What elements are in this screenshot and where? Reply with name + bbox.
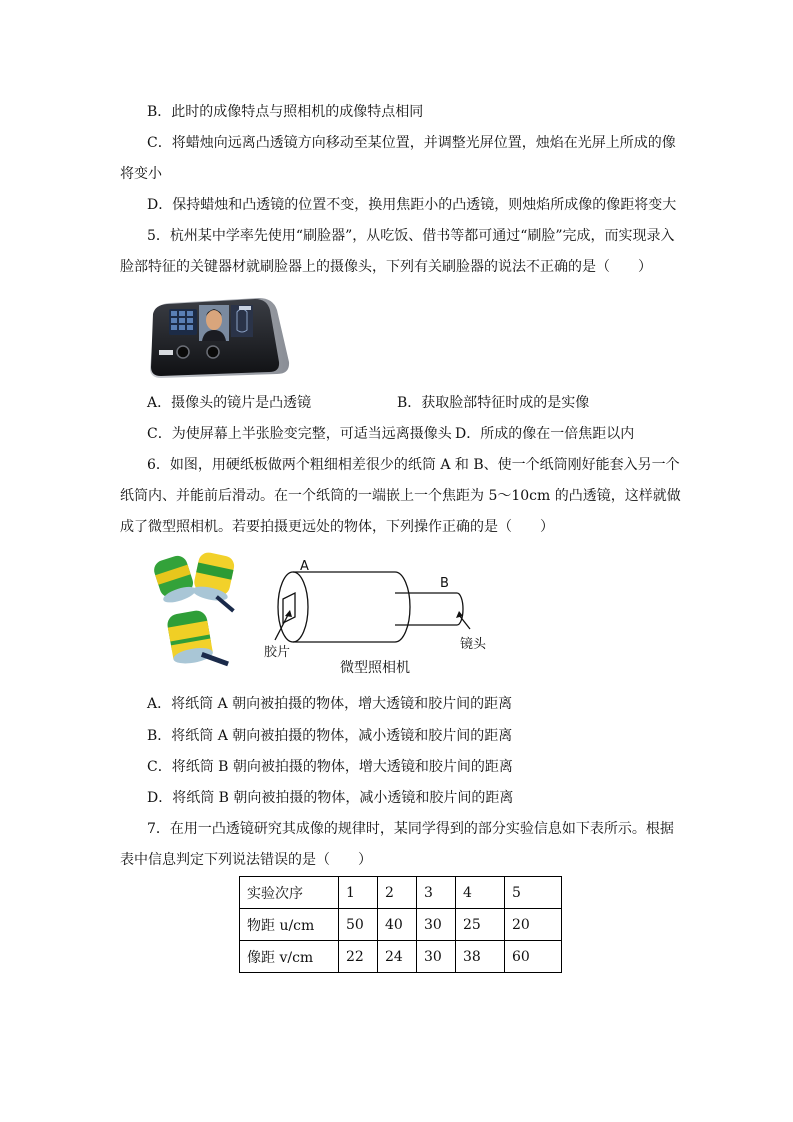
table-cell: 38	[456, 941, 505, 973]
q4-option-b: B．此时的成像特点与照相机的成像特点相同	[147, 104, 424, 120]
table-cell: 2	[378, 877, 417, 909]
q5-option-d: D．所成的像在一倍焦距以内	[455, 426, 635, 442]
table-cell: 像距 v/cm	[240, 941, 339, 973]
table-cell: 30	[417, 909, 456, 941]
figure-label-b: B	[440, 576, 449, 591]
table-cell: 实验次序	[240, 877, 339, 909]
q6-stem-line2: 纸筒内、并能前后滑动。在一个纸筒的一端嵌上一个焦距为 5～10cm 的凸透镜，这样就做	[120, 488, 681, 504]
table-cell: 60	[505, 941, 562, 973]
table-cell: 4	[456, 877, 505, 909]
q5-option-a: A．摄像头的镜片是凸透镜	[147, 395, 312, 411]
q6-stem-line1: 6．如图，用硬纸板做两个粗细相差很少的纸筒 A 和 B、使一个纸筒刚好能套入另一个	[147, 457, 680, 473]
table-cell: 1	[339, 877, 378, 909]
table-cell: 40	[378, 909, 417, 941]
q4-option-c-line1: C．将蜡烛向远离凸透镜方向移动至某位置，并调整光屏位置，烛焰在光屏上所成的像	[147, 135, 676, 151]
q5-stem-line2: 脸部特征的关键器材就刷脸器上的摄像头，下列有关刷脸器的说法不正确的是（ ）	[120, 259, 652, 275]
figure-label-a: A	[300, 559, 309, 574]
q7-stem-line1: 7．在用一凸透镜研究其成像的规律时，某同学得到的部分实验信息如下表所示。根据	[147, 821, 674, 837]
face-scanner-image	[147, 292, 292, 382]
figure-label-film: 胶片	[264, 645, 291, 660]
q5-option-b: B．获取脸部特征时成的是实像	[397, 395, 590, 411]
table-cell: 24	[378, 941, 417, 973]
table-cell: 50	[339, 909, 378, 941]
table-cell: 25	[456, 909, 505, 941]
table-cell: 5	[505, 877, 562, 909]
table-row	[240, 941, 562, 973]
q6-option-d: D．将纸筒 B 朝向被拍摄的物体，减小透镜和胶片间的距离	[147, 790, 514, 806]
table-row	[240, 909, 562, 941]
figure-label-lens: 镜头	[460, 637, 487, 652]
q6-option-a: A．将纸筒 A 朝向被拍摄的物体，增大透镜和胶片间的距离	[147, 696, 513, 712]
experiment-data-table	[239, 876, 562, 973]
table-cell: 物距 u/cm	[240, 909, 339, 941]
q7-stem-line2: 表中信息判定下列说法错误的是（ ）	[120, 852, 372, 868]
table-cell: 30	[417, 941, 456, 973]
q4-option-d: D．保持蜡烛和凸透镜的位置不变，换用焦距小的凸透镜，则烛焰所成像的像距将变大	[147, 197, 677, 213]
q6-stem-line3: 成了微型照相机。若要拍摄更远处的物体，下列操作正确的是（ ）	[120, 519, 554, 535]
table-cell: 20	[505, 909, 562, 941]
q6-option-c: C．将纸筒 B 朝向被拍摄的物体，增大透镜和胶片间的距离	[147, 759, 513, 775]
table-cell: 3	[417, 877, 456, 909]
table-cell: 22	[339, 941, 378, 973]
q5-option-c: C．为使屏幕上半张脸变完整，可适当远离摄像头	[147, 426, 452, 442]
figure-caption: 微型照相机	[340, 660, 410, 676]
table-row	[240, 877, 562, 909]
q5-stem-line1: 5．杭州某中学率先使用“刷脸器”，从吃饭、借书等都可通过“刷脸”完成，而实现录入	[147, 228, 675, 244]
q6-option-b: B．将纸筒 A 朝向被拍摄的物体，减小透镜和胶片间的距离	[147, 728, 513, 744]
q4-option-c-line2: 将变小	[120, 166, 162, 182]
paper-tubes-photo	[150, 550, 255, 678]
